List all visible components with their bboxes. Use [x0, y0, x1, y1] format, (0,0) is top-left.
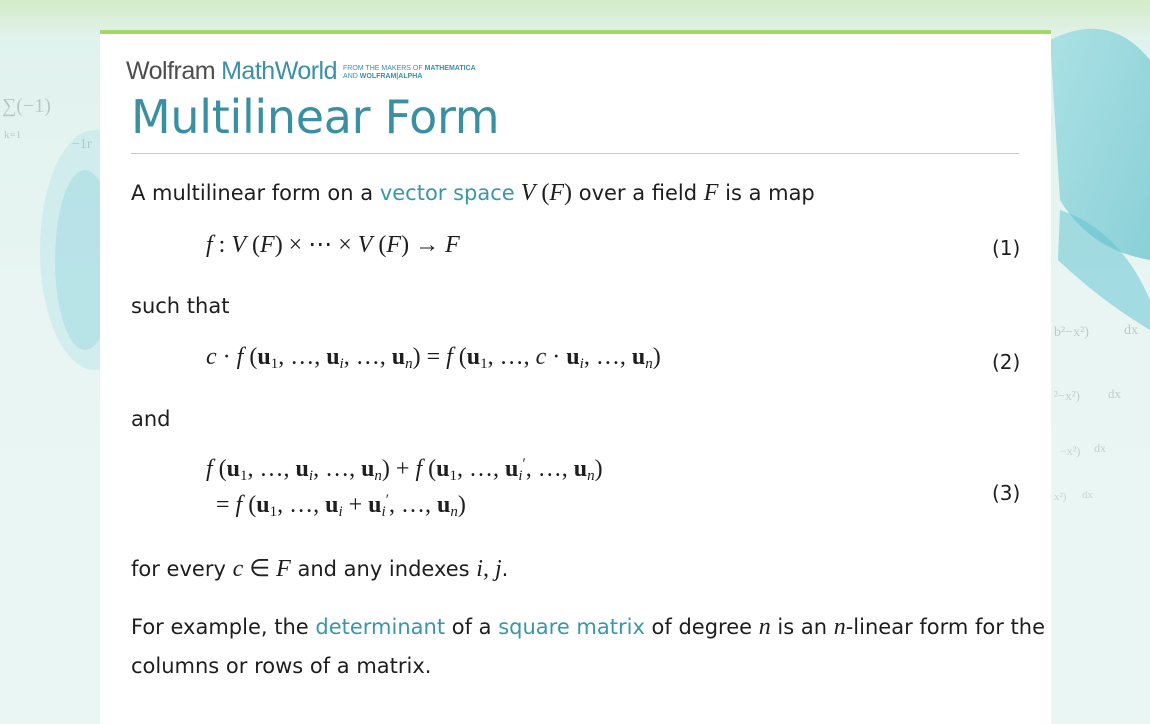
equation-number-3: (3)	[992, 481, 1021, 505]
equation-number-2: (2)	[992, 350, 1021, 374]
tagline-prefix-2: AND	[343, 73, 358, 80]
title-divider	[131, 153, 1019, 154]
paragraph-example-line-2: columns or rows of a matrix.	[131, 654, 432, 678]
site-logo[interactable]	[126, 58, 476, 84]
svg-text:b²−x²): b²−x²)	[1054, 325, 1089, 340]
link-square-matrix[interactable]: square matrix	[498, 615, 645, 639]
svg-text:²−x²): ²−x²)	[1054, 388, 1080, 403]
link-determinant[interactable]: determinant	[315, 615, 446, 639]
tagline-prefix-1: FROM THE MAKERS OF	[343, 65, 423, 72]
brand-tagline	[343, 65, 476, 84]
svg-text:dx: dx	[1124, 323, 1138, 338]
svg-text:∑(−1): ∑(−1)	[2, 95, 51, 117]
article-card	[100, 30, 1051, 724]
equation-number-1: (1)	[992, 236, 1021, 260]
svg-text:dx: dx	[1108, 386, 1121, 401]
equation-2: c · f ($u_1$, …, $u_i$, …, $u_n) = f$ ($u_1$, …, $c \cdot u_i$, …, $u_n$)	[206, 344, 661, 372]
page-title: Multilinear Form	[131, 90, 500, 144]
svg-text:−x²): −x²)	[1060, 444, 1081, 458]
link-vector-space[interactable]: vector space	[379, 181, 515, 205]
paragraph-and: and	[131, 407, 171, 431]
svg-text:k=1: k=1	[4, 129, 22, 141]
brand-mathworld: MathWorld	[221, 57, 338, 85]
tagline-bold-2: WOLFRAM|ALPHA	[359, 73, 423, 80]
svg-text:x²): x²)	[1054, 491, 1067, 503]
svg-text:dx: dx	[1094, 441, 1106, 455]
svg-text:−1r: −1r	[72, 137, 92, 152]
svg-text:dx: dx	[1082, 489, 1093, 501]
paragraph-such-that: such that	[131, 294, 230, 318]
paragraph-example: For example, the determinant of a square matrix of degree n is an n-linear form for the	[131, 614, 1046, 640]
equation-3-line-1: f ($u_1$, …, $u_i$, …, $u_n) + f$ ($u_1$, …, $u_i'$, …, $u_n$)	[206, 456, 603, 484]
paragraph-definition: A multilinear form on a vector space V (F) over a field F is a map	[131, 180, 815, 206]
equation-1: f : V (F) × ⋯ × V (F) → F	[206, 232, 460, 258]
brand-wolfram: Wolfram	[126, 57, 216, 85]
paragraph-quantifiers: for every c ∈ F and any indexes i, j.	[131, 556, 509, 582]
equation-3-line-2: = f ($u_1$, …, $u_i + u_i'$, …, $u_n$)	[216, 492, 466, 520]
tagline-bold-1: MATHEMATICA	[424, 65, 476, 72]
